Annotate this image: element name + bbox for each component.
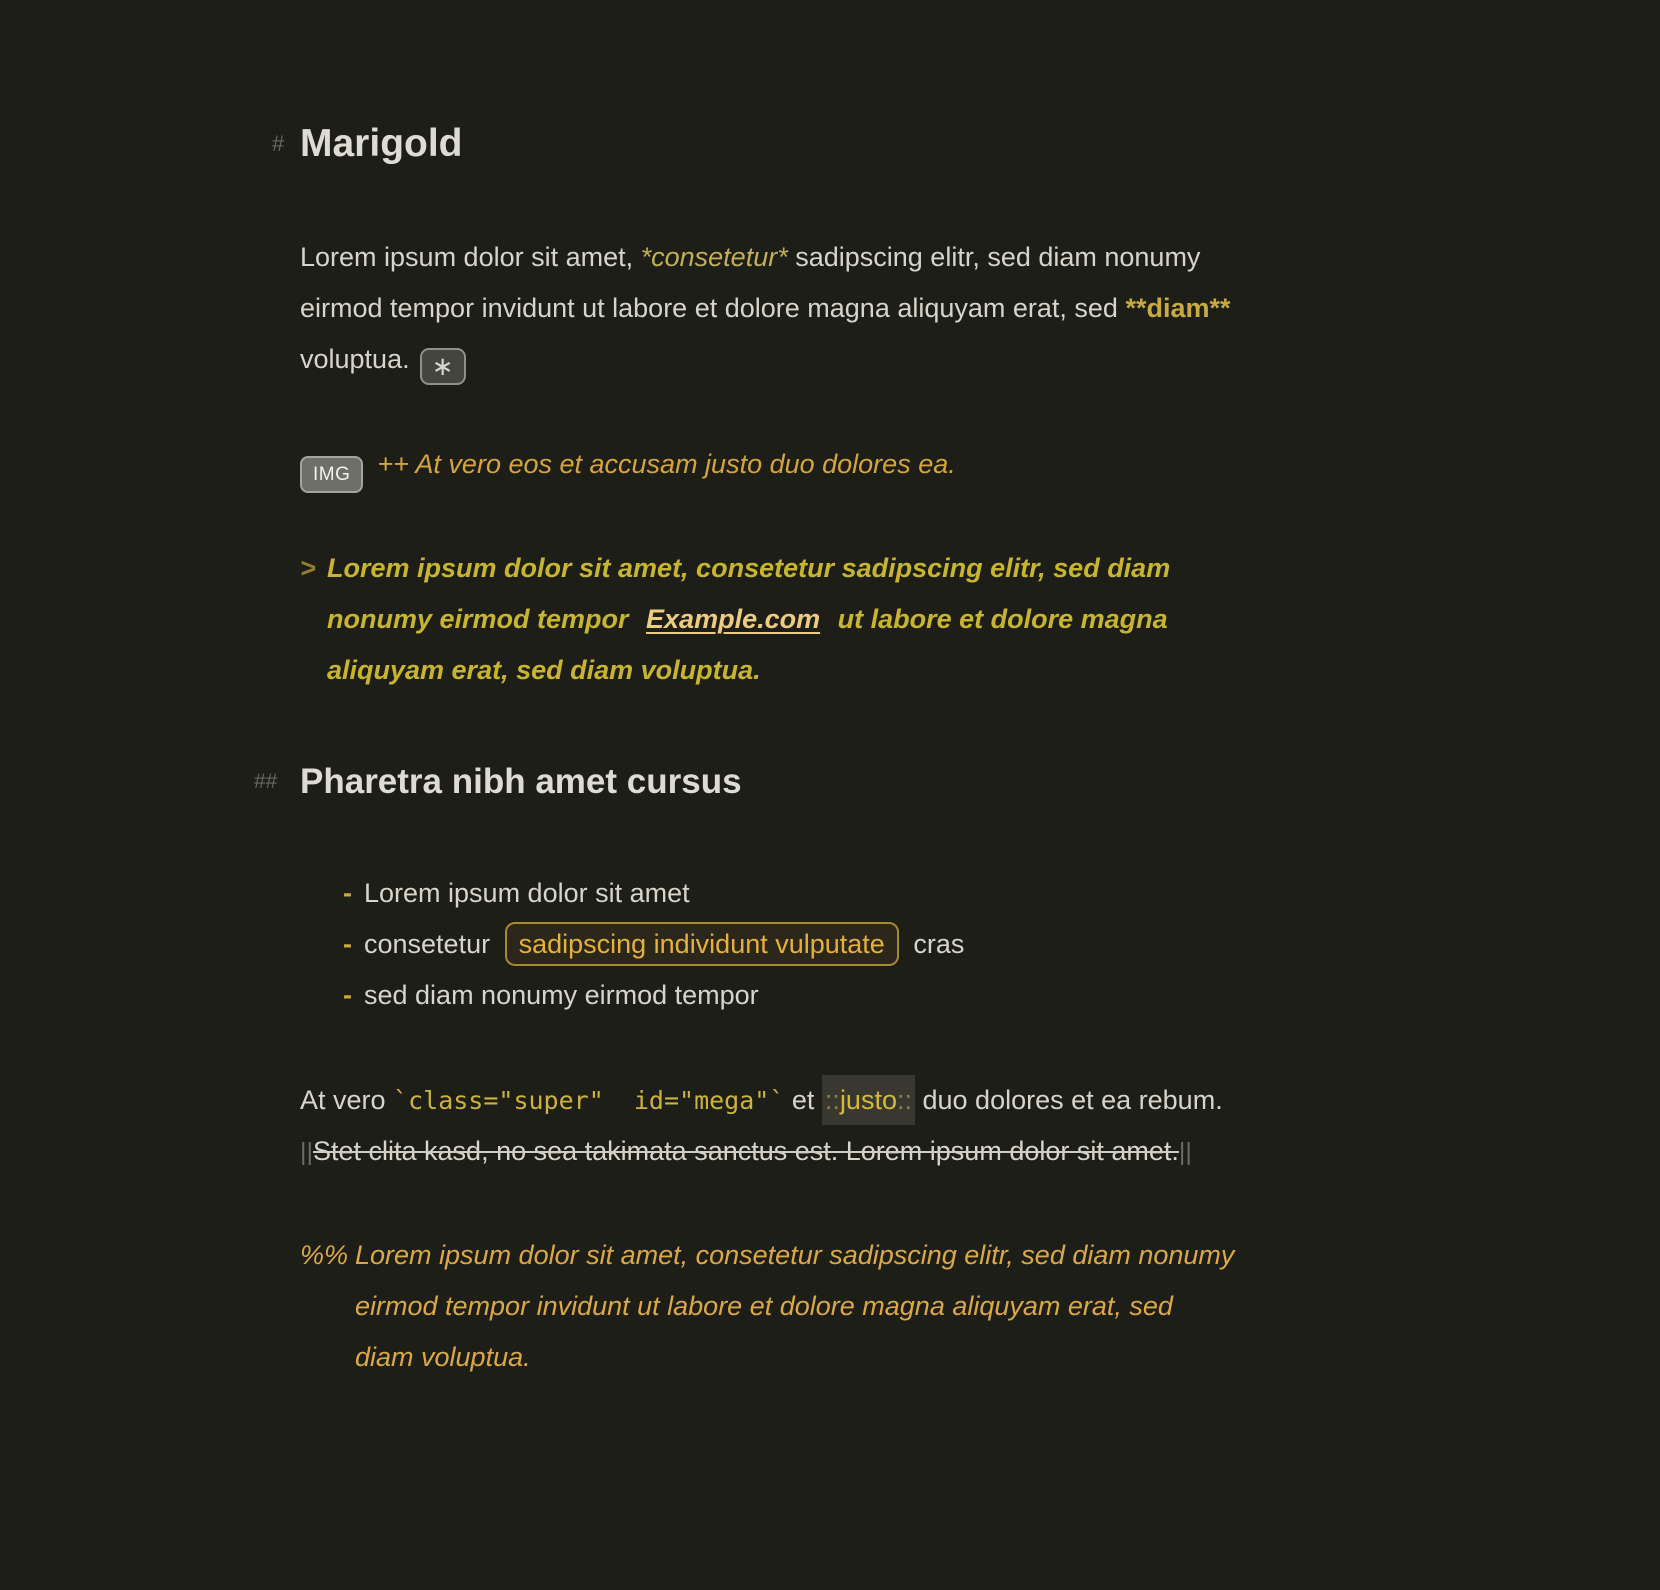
highlight-open-marker: :: [824, 1085, 840, 1115]
list-item-text: consetetur [364, 929, 498, 959]
comment-text: Lorem ipsum dolor sit amet, consetetur sadipscing elitr, sed diam nonumy eirmod tempor invidunt ut labore et dolore magna aliquyam erat, sed diam voluptua. [355, 1240, 1235, 1372]
p1-italic-emphasis: *consetetur* [640, 242, 788, 272]
bullet-dash: - [343, 980, 352, 1010]
embed-caption: ++ At vero eos et accusam justo duo dolores ea. [377, 449, 956, 479]
blockquote [300, 543, 1267, 696]
blockquote-marker: > [300, 553, 316, 583]
external-link[interactable]: Example.com [646, 604, 821, 634]
h1-hash-marker: # [272, 131, 285, 156]
p2-text-1: At vero [300, 1085, 394, 1115]
quote-text-2: ut labore et dolore magna aliquyam erat, sed diam voluptua. [327, 604, 1168, 685]
p2-text-2: et [784, 1085, 822, 1115]
p1-text-1: Lorem ipsum dolor sit amet, [300, 242, 641, 272]
inline-code: `class="super" id="mega"` [393, 1086, 785, 1115]
list-item [300, 868, 1360, 919]
p2-text-3: duo dolores et ea rebum. [915, 1085, 1223, 1115]
editor-content [254, 122, 1360, 1383]
comment-block [300, 1230, 1235, 1383]
h2-title: Pharetra nibh amet cursus [300, 762, 742, 801]
p1-bold-emphasis: **diam** [1125, 293, 1231, 323]
comment-marker: %% [300, 1240, 349, 1270]
strike-close-marker: || [1178, 1138, 1192, 1166]
bullet-dash: - [343, 929, 352, 959]
highlight-close-marker: :: [896, 1085, 912, 1115]
code-highlight-paragraph [300, 1075, 1360, 1178]
code-line [300, 1075, 1360, 1126]
note-title-heading [272, 122, 1360, 166]
list-item-text: cras [905, 929, 965, 959]
asterisk-icon: ∗ [431, 351, 454, 381]
strike-open-marker: || [300, 1138, 313, 1166]
image-embed-badge[interactable]: IMG [300, 456, 363, 493]
intro-paragraph [300, 232, 1245, 385]
highlight-span [822, 1075, 915, 1125]
image-embed-line [300, 439, 1360, 493]
strikethrough-line [300, 1126, 1360, 1178]
list-item [300, 919, 1360, 970]
h2-hash-marker: ## [254, 770, 278, 793]
list-item [300, 970, 1360, 1021]
section-heading [254, 758, 1360, 806]
footnote-button[interactable] [420, 348, 466, 385]
bullet-list [300, 868, 1360, 1021]
p1-text-3: voluptua. [300, 344, 410, 374]
p1-text-2: sadipscing elitr, sed diam nonumy eirmod tempor invidunt ut labore et dolore magna aliquyam erat, sed [300, 242, 1201, 323]
list-item-text: Lorem ipsum dolor sit amet [364, 878, 690, 908]
list-item-text: sed diam nonumy eirmod tempor [364, 980, 759, 1010]
strikethrough-text: Stet clita kasd, no sea takimata sanctus est. Lorem ipsum dolor sit amet. [313, 1136, 1179, 1166]
highlight-word: justo [839, 1085, 897, 1115]
bullet-dash: - [343, 878, 352, 908]
h1-title: Marigold [300, 122, 463, 165]
inline-tag-button[interactable]: sadipscing individunt vulputate [505, 922, 899, 966]
quote-text-1: Lorem ipsum dolor sit amet, consetetur sadipscing elitr, sed diam nonumy eirmod tempor [327, 553, 1171, 634]
